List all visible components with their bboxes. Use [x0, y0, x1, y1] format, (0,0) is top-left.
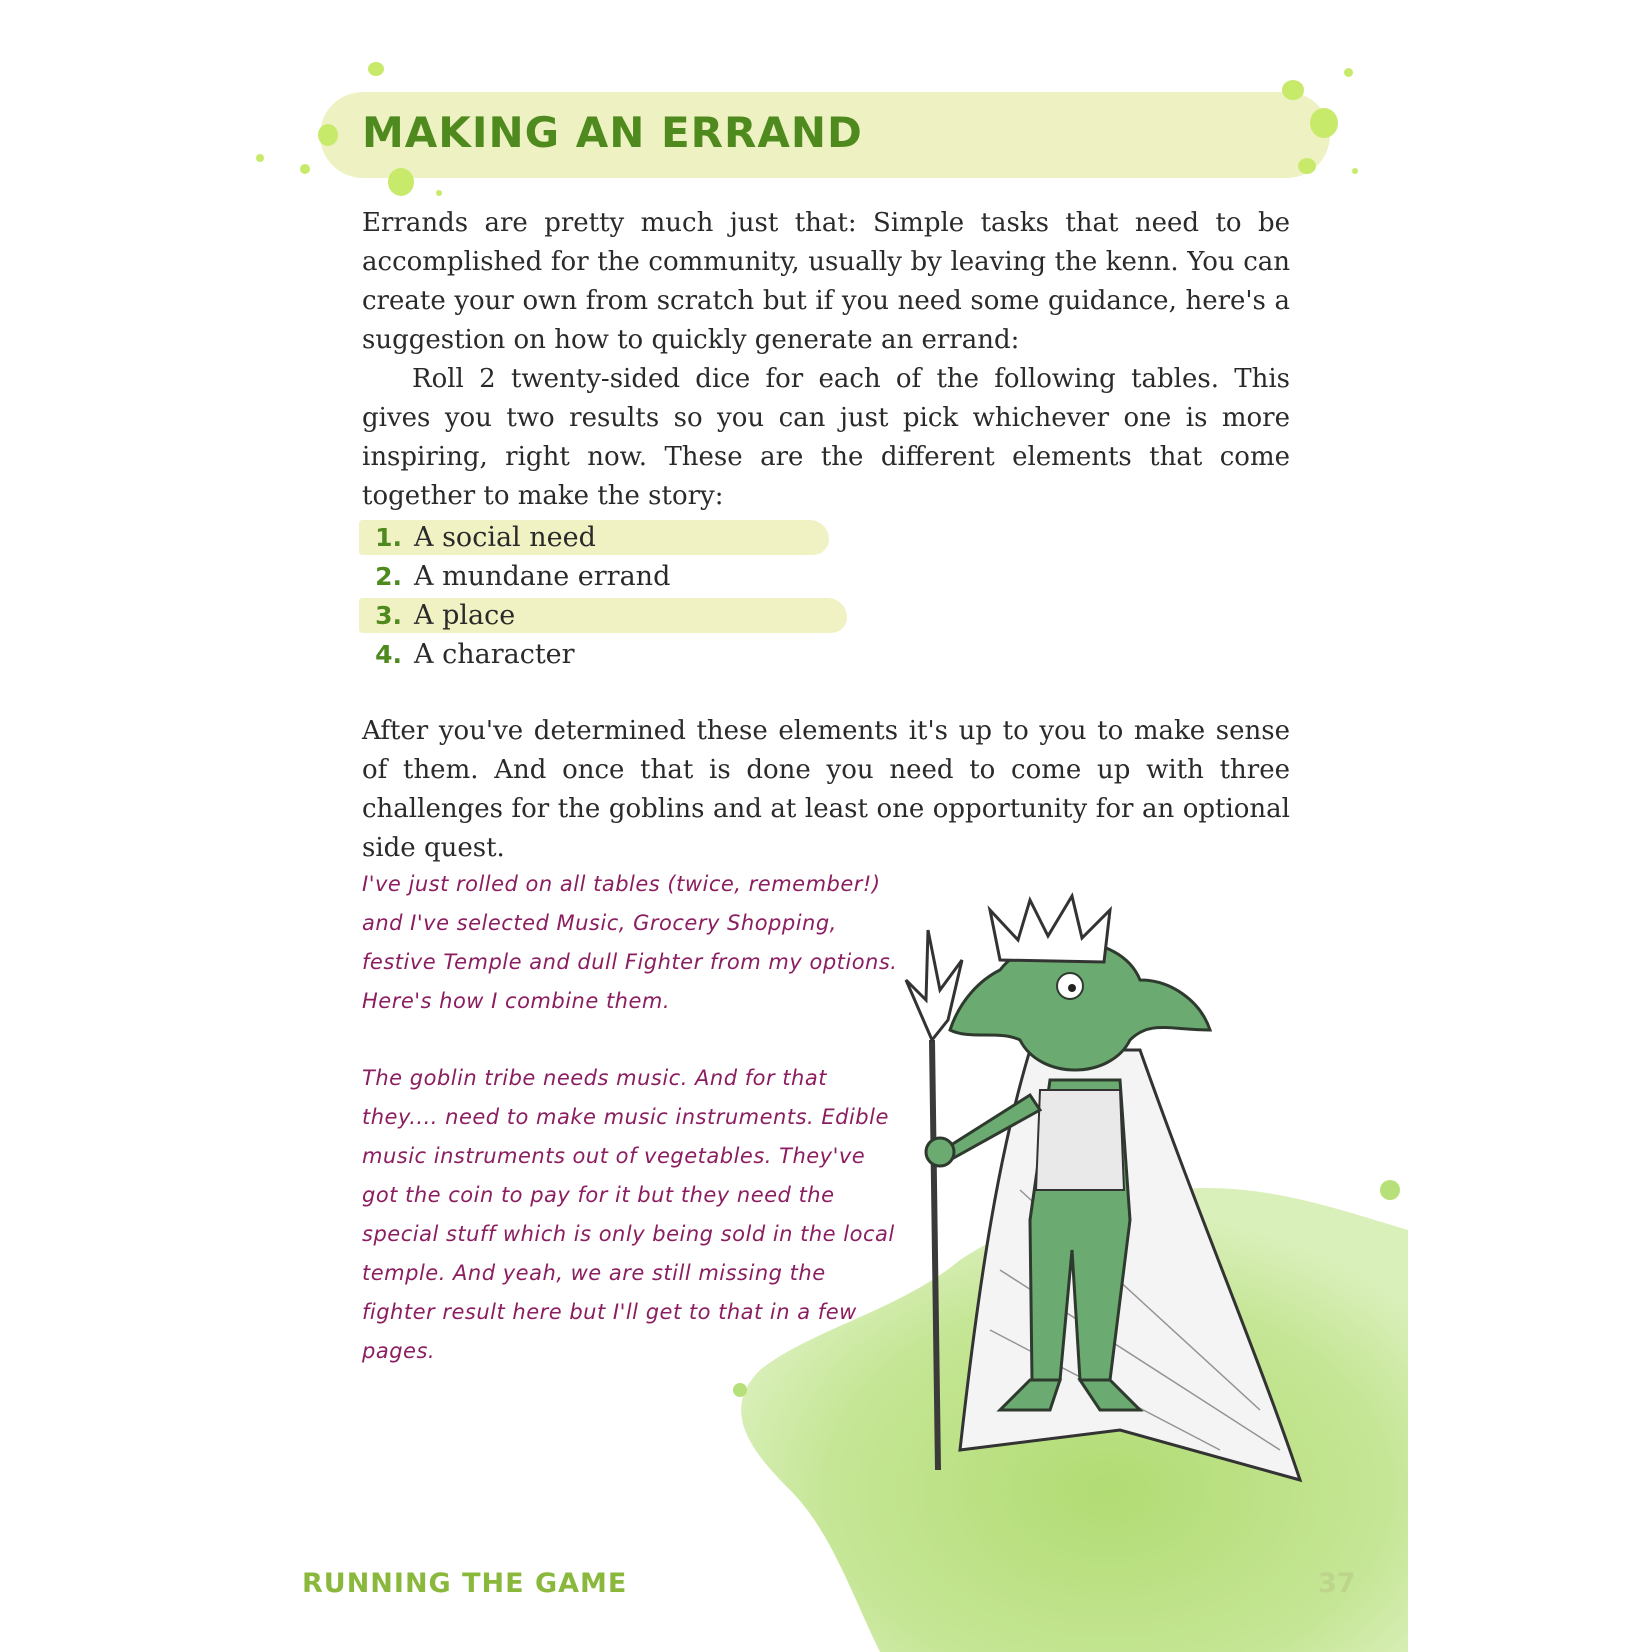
- paint-splatter: [300, 164, 310, 174]
- list-label: A place: [414, 600, 516, 631]
- paint-splatter: [388, 168, 414, 196]
- paint-splatter: [1380, 1180, 1400, 1200]
- list-number: 2.: [375, 562, 402, 591]
- element-list: [362, 518, 670, 674]
- list-number: 4.: [375, 640, 402, 669]
- designer-note: I've just rolled on all tables (twice, remember!) and I've selected Music, Grocery Shopping, festive Temple and dull Fighter from my options. Here's how I combine them.: [362, 872, 898, 1013]
- body-paragraph: Roll 2 twenty-sided dice for each of the following tables. This gives you two results so you can just pick whichever one is more inspiring, right now. These are the different elements that come together to make the story:: [362, 364, 1290, 511]
- list-item: [362, 557, 670, 596]
- designer-note: The goblin tribe needs music. And for that they.... need to make music instruments. Edible music instruments out of vegetables. They've got the coin to pay for it but they need the special stuff which is only being sold in the local temple. And yeah, we are still missing the fighter result here but I'll get to that in a few pages.: [362, 1066, 895, 1363]
- paint-splatter: [436, 190, 442, 196]
- running-footer: RUNNING THE GAME: [302, 1568, 628, 1599]
- paint-splatter: [256, 154, 264, 162]
- paint-splatter: [1298, 158, 1316, 174]
- page-number: 37: [1318, 1568, 1356, 1599]
- body-paragraph: After you've determined these elements it's up to you to make sense of them. And once that is done you need to come up with three challenges for the goblins and at least one opportunity for an optional side quest.: [362, 716, 1290, 863]
- list-item: [362, 518, 670, 557]
- paint-splatter: [368, 62, 384, 76]
- body-paragraph: Errands are pretty much just that: Simple tasks that need to be accomplished for the community, usually by leaving the kenn. You can create your own from scratch but if you need some guidance, here's a suggestion on how to quickly generate an errand:: [362, 208, 1290, 355]
- crown-icon: [990, 896, 1110, 962]
- section-heading: MAKING AN ERRAND: [362, 108, 863, 157]
- list-number: 1.: [375, 523, 402, 552]
- paint-splatter: [733, 1383, 747, 1397]
- list-label: A character: [414, 639, 575, 670]
- list-label: A mundane errand: [414, 561, 671, 592]
- paint-splatter: [1310, 108, 1338, 138]
- list-number: 3.: [375, 601, 402, 630]
- list-label: A social need: [414, 522, 596, 553]
- paint-splatter: [1352, 168, 1358, 174]
- paint-splatter: [1344, 68, 1353, 77]
- list-item: [362, 596, 670, 635]
- paint-splatter: [318, 124, 338, 146]
- paint-splatter: [1282, 80, 1304, 100]
- list-item: [362, 635, 670, 674]
